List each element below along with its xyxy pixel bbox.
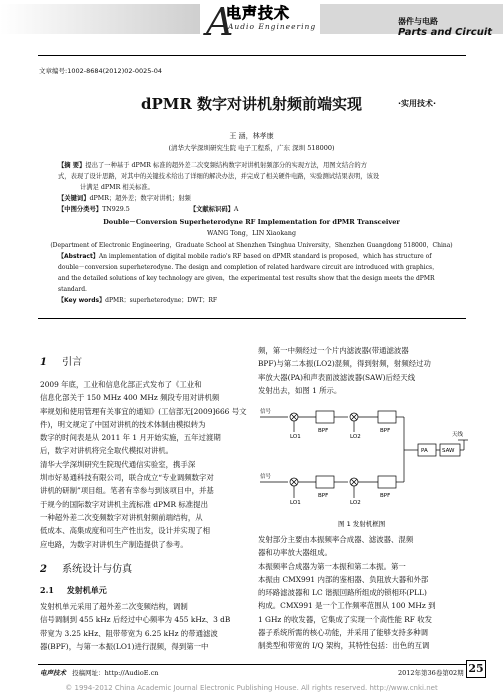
section-2-number: 2	[40, 564, 47, 575]
signal-label-1: 信号	[260, 409, 272, 415]
keywords-en: dPMR；superheterodyne；DWT；RF	[105, 297, 218, 304]
abstract-en-line: An implementation of digital mobile radio's RF based on dPMR standard is proposed，which has structure of	[98, 253, 432, 260]
section-2-1-heading	[40, 585, 107, 596]
footer-journal-logo: 电声技术	[40, 669, 66, 677]
lo1-label: LO1	[290, 434, 301, 440]
body-line: 率放大器(PA)和声表面波滤波器(SAW)后经天线	[258, 372, 416, 382]
lo2-label: LO2	[350, 434, 361, 440]
keywords-cn-label: 【关键词】	[58, 195, 90, 202]
body-line: 数字的时间表是从 2011 年 1 月开始实施，五年过渡期	[40, 433, 221, 443]
body-line: 件)，明文规定了中国对讲机的技术体制由模拟转为	[40, 419, 206, 429]
body-line: 信号调制到 455 kHz 后经过中心频率为 455 kHz、3 dB	[40, 615, 231, 625]
section-2-title: 系统设计与仿真	[62, 564, 133, 575]
body-line: 发射机单元采用了超外差二次变频结构，调制	[40, 602, 188, 611]
section-2-1-number: 2.1	[40, 585, 54, 595]
header-rule	[38, 55, 466, 56]
section-2-heading	[40, 560, 132, 575]
affiliation: (清华大学深圳研究生院 电子工程系，广东 深圳 518000)	[168, 144, 335, 152]
body-line: 制类型和带宽的 I/Q 架构，其特性包括：出色的互调	[258, 641, 430, 651]
left-column-intro	[40, 378, 253, 551]
keywords-cn: dPMR；超外差；数字对讲机；射频	[89, 195, 191, 202]
right-column-top	[258, 344, 468, 397]
abstract-en-line: and the detailed solutions of key technology are given，the experimental test results show that the design meets the dPMR	[58, 275, 435, 282]
body-line: 器和功率放大器组成。	[258, 548, 332, 558]
antenna-label: 天线	[452, 432, 464, 438]
title-en: Double－Conversion Superheterodyne RF Implementation for dPMR Transceiver	[103, 218, 400, 226]
body-line: 器子系统所需的核心功能，并采用了能够支持多种调	[258, 628, 428, 638]
pa-label: PA	[421, 448, 428, 454]
right-column-bottom	[258, 533, 468, 653]
bpf-label: BPF	[380, 428, 391, 434]
section-1-number: 1	[40, 357, 47, 368]
lo2-label: LO2	[350, 500, 361, 506]
body-line: 构成。CMX991 是一个工作频率范围从 100 MHz 到	[258, 601, 436, 611]
section-name-en: Parts and Circuit	[398, 27, 493, 38]
authors-en: WANG Tong，LIN Xiaokang	[206, 230, 296, 237]
body-line: 后，数字对讲机将完全取代模拟对讲机。	[40, 446, 174, 456]
body-line: 应电路，为数字对讲机生产制造提供了参考。	[40, 539, 188, 549]
footer-rule	[38, 664, 466, 665]
abstract-cn	[58, 160, 448, 215]
body-line: 频，第一中频经过一个片内滤波器(带通滤波器	[258, 346, 409, 355]
doc-code-label: 【文献标识码】	[189, 206, 234, 213]
body-line: 信息化部关于 150 MHz 400 MHz 频段专用对讲机频	[40, 393, 220, 403]
saw-label: SAW	[442, 448, 455, 454]
transmitter-block-diagram	[258, 402, 468, 532]
bpf-label: BPF	[318, 493, 329, 499]
section-1-title: 引言	[62, 357, 83, 368]
abstract-cn-label: 【摘 要】	[58, 162, 86, 169]
journal-logo-subtitle: Audio Engineering	[228, 22, 317, 31]
body-line: 于规今的国际数字对讲机主流标准 dPMR 标准提出	[40, 499, 208, 509]
left-column-tx	[40, 600, 253, 653]
body-line: 发射部分主要由本振频率合成器、滤波器、混频	[258, 535, 414, 544]
abstract-cn-line: 提出了一种基于 dPMR 标准的超外差二次变频结构数字对讲机射频部分的实现方法，用图文结合的方	[85, 162, 368, 169]
journal-logo: 电声技术	[226, 4, 291, 22]
body-line: 讲机的研制”项目组。笔者有幸参与到该项目中，并基	[40, 486, 214, 496]
abstract-rule	[38, 318, 466, 319]
body-line: 2009 年底，工业和信息化部正式发布了《工业和	[40, 380, 202, 389]
body-line: 本振频率合成器为第一本振和第二本振。第一	[258, 561, 406, 571]
section-1-heading	[40, 353, 82, 368]
signal-label-2: 信号	[260, 474, 272, 480]
abstract-en-line: double－conversion superheterodyne. The design and completion of related hardware circuit are introduced with graphics，	[58, 264, 439, 271]
doc-code: A	[233, 206, 239, 213]
lo1-label: LO1	[290, 500, 301, 506]
abstract-cn-line: 式，表现了设计思路，对其中的关键技术给出了详细的解决办法，并完成了相关硬件电路，实验测试结果表明，该设	[58, 173, 380, 180]
bpf-block	[316, 476, 334, 488]
journal-logo-letter: A	[206, 0, 234, 44]
body-line: 一种超外差二次变频数字对讲机射频前端结构，从	[40, 512, 203, 522]
body-line: 率规划和使用管理有关事宜的通知》(工信部无[2009]666 号文	[40, 406, 247, 416]
body-line: 发射出去，如图 1 所示。	[258, 385, 342, 395]
section-name-cn: 器件与电路	[398, 17, 438, 26]
bpf-block	[378, 411, 396, 423]
class-no: TN929.5	[102, 206, 130, 213]
affiliation-en: (Department of Electronic Engineering，Graduate School at Shenzhen Tsinghua University，Shenzhen Guangdong 518000，China)	[50, 242, 453, 249]
paper-title: dPMR 数字对讲机射频前端实现	[140, 95, 363, 113]
abstract-en-line: standard.	[58, 286, 87, 293]
body-line: 低成本、高集成度和可生产性出发，设计并实现了相	[40, 526, 210, 536]
body-line: 带宽为 3.25 kHz、阻带带宽为 6.25 kHz 的带通滤波	[40, 628, 218, 638]
abstract-en-label: 【Abstract】	[58, 253, 99, 260]
bpf-block	[378, 476, 396, 488]
authors: 王 涵，林孝康	[229, 132, 274, 140]
abstract-cn-line: 计满足 dPMR 相关标准。	[80, 184, 154, 191]
column-tag: ·实用技术·	[398, 99, 437, 108]
body-line: 1 GHz 的收发器，它集成了实现一个高性能 RF 收发	[258, 614, 433, 624]
body-line: 本振由 CMX991 内部的鉴相器、负阻放大器和外部	[258, 574, 429, 584]
section-2-1-title: 发射机单元	[66, 585, 107, 595]
body-line: BPF)与第二本振(LO2)混频，得到射频，射频经过功	[258, 359, 431, 369]
article-number: 文章编号:1002-8684(2012)02-0025-04	[39, 67, 163, 75]
class-no-label: 【中图分类号】	[58, 206, 103, 213]
body-line: 器(BPF)，与第一本振(LO1)进行混频，得到第一中	[40, 641, 209, 651]
bpf-block	[316, 411, 334, 423]
footer-issue: 2012年第36卷第02期	[398, 669, 464, 677]
bpf-label: BPF	[318, 428, 329, 434]
keywords-en-label: 【Key words】	[58, 297, 106, 304]
body-line: 圳市好易通科技有限公司，联合成立“专业调频数字对	[40, 473, 214, 483]
footer-url[interactable]: 投稿网址：http://AudioE.cn	[72, 669, 159, 677]
copyright-watermark: © 1994-2012 China Academic Journal Electronic Publishing House. All rights reserved. http://www.cnki.net	[65, 684, 438, 692]
page-number: 25	[466, 660, 486, 678]
body-line: 的环路滤波器和 LC 谐振回路所组成的锁相环(PLL)	[258, 588, 427, 598]
bpf-label: BPF	[380, 493, 391, 499]
body-line: 清华大学深圳研究生院现代通信实验室，携手深	[40, 459, 196, 469]
figure-caption: 图 1 发射机框图	[338, 520, 386, 528]
abstract-en	[58, 251, 450, 306]
footer-left	[40, 668, 158, 677]
